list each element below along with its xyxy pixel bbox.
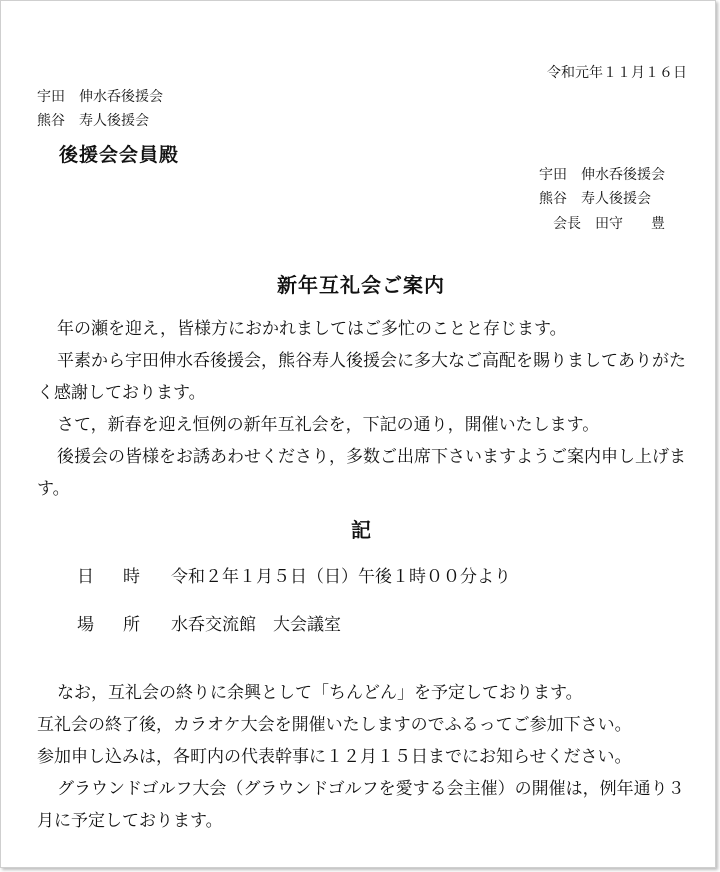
document-title: 新年互礼会ご案内 (277, 273, 445, 297)
body-paragraph-4: 後援会の皆様をお誘あわせくださり，多数ご出席下さいますようご案内申し上げます。 (37, 447, 686, 499)
note-paragraph-4: グラウンドゴルフ大会（グラウンドゴルフを愛する会主催）の開催は，例年通り３月に予定しております。 (37, 779, 685, 831)
datetime-value: 令和２年１月５日（日）午後１時００分より (171, 567, 511, 587)
place-value: 水呑交流館 大会議室 (171, 615, 341, 635)
sender-line-1: 宇田 伸水呑後援会 (539, 167, 665, 183)
ki-heading: 記 (351, 518, 371, 542)
body-paragraph-3: さて，新春を迎え恒例の新年互礼会を，下記の通り，開催いたします。 (57, 415, 600, 435)
body-paragraph-2: 平素から宇田伸水呑後援会，熊谷寿人後援会に多大なご高配を賜りましてありがたく感謝しております。 (37, 351, 686, 403)
note-paragraph-1: なお，互礼会の終りに余興として「ちんどん」を予定しております。 (57, 683, 583, 703)
note-paragraph-2: 互礼会の終了後，カラオケ大会を開催いたしますのでふるってご参加下さい。 (37, 715, 632, 735)
place-label: 場 所 (77, 615, 146, 635)
recipient-addressee: 後援会会員殿 (59, 144, 180, 166)
recipient-line-2: 熊谷 寿人後援会 (37, 113, 149, 129)
recipient-line-1: 宇田 伸水呑後援会 (37, 89, 163, 105)
body-paragraph-1: 年の瀬を迎え，皆様方におかれましてはご多忙のことと存じます。 (57, 319, 567, 339)
issue-date: 令和元年１１月１６日 (547, 65, 687, 81)
sender-line-2: 熊谷 寿人後援会 (539, 191, 651, 207)
sender-chairman: 会長 田守 豊 (553, 216, 665, 232)
note-paragraph-3: 参加申し込みは，各町内の代表幹事に１２月１５日までにお知らせください。 (37, 747, 632, 767)
datetime-label: 日 時 (77, 567, 146, 587)
